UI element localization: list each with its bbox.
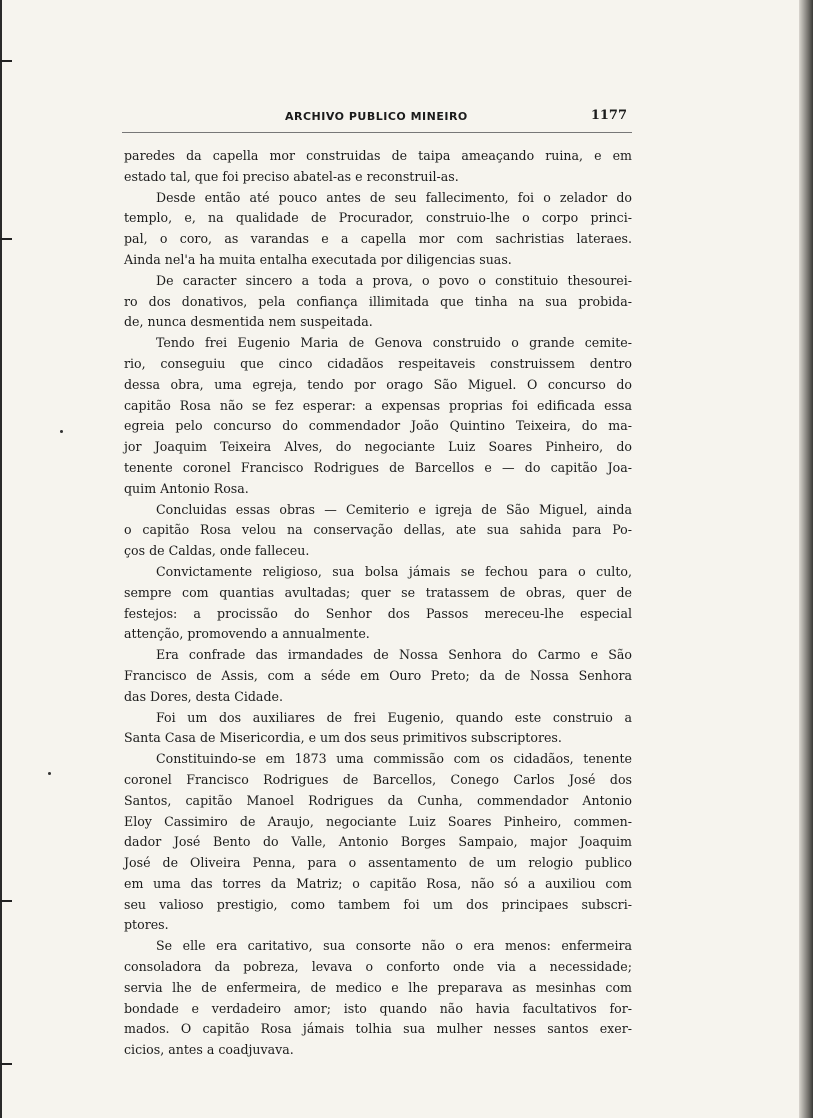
text-line: Santos, capitão Manoel Rodrigues da Cunha, commendador Antonio: [124, 792, 632, 808]
text-line: tenente coronel Francisco Rodrigues de Barcellos e — do capitão Joa-: [124, 459, 632, 475]
text-line: Ainda nel'a ha muita entalha executada por diligencias suas.: [124, 251, 512, 267]
text-line: Era confrade das irmandades de Nossa Senhora do Carmo e São: [156, 647, 632, 663]
text-line: egreia pelo concurso do commendador João Quintino Teixeira, do ma-: [124, 418, 632, 434]
text-line: Concluidas essas obras — Cemiterio e igreja de São Miguel, ainda: [156, 501, 632, 517]
text-line: coronel Francisco Rodrigues de Barcellos, Conego Carlos José dos: [124, 771, 632, 787]
text-line: cicios, antes a coadjuvava.: [124, 1042, 294, 1058]
text-line: quim Antonio Rosa.: [124, 480, 249, 496]
paragraph: [124, 333, 632, 499]
text-line: attenção, promovendo a annualmente.: [124, 626, 370, 642]
text-line: Santa Casa de Misericordia, e um dos seus primitivos subscriptores.: [124, 730, 562, 746]
text-line: Convictamente religioso, sua bolsa jámais se fechou para o culto,: [156, 563, 632, 579]
text-line: jor Joaquim Teixeira Alves, do negociante Luiz Soares Pinheiro, do: [124, 439, 632, 455]
text-line: mados. O capitão Rosa jámais tolhia sua mulher nesses santos exer-: [124, 1021, 632, 1037]
margin-tick-mark: [0, 238, 12, 240]
text-line: servia lhe de enfermeira, de medico e lhe preparava as mesinhas com: [124, 979, 632, 995]
left-margin-edge: [0, 0, 2, 1118]
paragraph: [124, 749, 632, 936]
text-line: ro dos donativos, pela confiança illimitada que tinha na sua probida-: [124, 293, 632, 309]
text-line: sempre com quantias avultadas; quer se tratassem de obras, quer de: [124, 584, 632, 600]
running-header: [120, 108, 635, 128]
text-line: dessa obra, uma egreja, tendo por orago São Miguel. O concurso do: [124, 376, 632, 392]
paragraph: [124, 146, 632, 188]
text-line: templo, e, na qualidade de Procurador, construio-lhe o corpo princi-: [124, 210, 632, 226]
ink-speck: [60, 430, 63, 433]
body-text: [124, 146, 632, 1061]
text-line: bondade e verdadeiro amor; isto quando não havia facultativos for-: [124, 1000, 632, 1016]
text-line: Se elle era caritativo, sua consorte não o era menos: enfermeira: [156, 938, 632, 954]
text-line: paredes da capella mor construidas de taipa ameaçando ruina, e em: [124, 148, 632, 163]
text-line: dador José Bento do Valle, Antonio Borges Sampaio, major Joaquim: [124, 834, 632, 850]
margin-tick-mark: [0, 900, 12, 902]
paragraph: [124, 936, 632, 1061]
text-line: consoladora da pobreza, levava o conforto onde via a necessidade;: [124, 959, 632, 975]
paragraph: [124, 708, 632, 750]
text-line: rio, conseguiu que cinco cidadãos respeitaveis construissem dentro: [124, 355, 632, 371]
header-title: ARCHIVO PUBLICO MINEIRO: [285, 110, 468, 123]
text-line: De caracter sincero a toda a prova, o povo o constituio thesourei-: [156, 272, 632, 288]
text-line: pal, o coro, as varandas e a capella mor com sachristias lateraes.: [124, 231, 632, 247]
right-binding-shadow: [799, 0, 813, 1118]
text-line: Foi um dos auxiliares de frei Eugenio, quando este construio a: [156, 709, 632, 725]
text-line: ços de Caldas, onde falleceu.: [124, 543, 310, 559]
text-line: seu valioso prestigio, como tambem foi um dos principaes subscri-: [124, 896, 632, 912]
header-rule: [122, 132, 632, 133]
paragraph: [124, 562, 632, 645]
paragraph: [124, 645, 632, 707]
text-line: Constituindo-se em 1873 uma commissão com os cidadãos, tenente: [156, 751, 632, 767]
text-line: capitão Rosa não se fez esperar: a expensas proprias foi edificada essa: [124, 397, 632, 413]
paragraph: [124, 500, 632, 562]
margin-tick-mark: [0, 1063, 12, 1065]
paragraph: [124, 188, 632, 271]
text-line: o capitão Rosa velou na conservação dellas, ate sua sahida para Po-: [124, 522, 632, 538]
text-line: de, nunca desmentida nem suspeitada.: [124, 314, 373, 330]
text-line: Eloy Cassimiro de Araujo, negociante Luiz Soares Pinheiro, commen-: [124, 813, 632, 829]
text-line: Tendo frei Eugenio Maria de Genova construido o grande cemite-: [156, 335, 632, 351]
text-line: ptores.: [124, 917, 169, 933]
text-line: das Dores, desta Cidade.: [124, 688, 283, 704]
text-line: José de Oliveira Penna, para o assentamento de um relogio publico: [124, 855, 632, 871]
page-number: 1177: [590, 108, 627, 123]
text-line: Desde então até pouco antes de seu fallecimento, foi o zelador do: [156, 189, 632, 205]
text-line: Francisco de Assis, com a séde em Ouro Preto; da de Nossa Senhora: [124, 667, 632, 683]
ink-speck: [48, 772, 51, 775]
paragraph: [124, 271, 632, 333]
text-line: festejos: a procissão do Senhor dos Passos mereceu-lhe especial: [124, 605, 632, 621]
margin-tick-mark: [0, 60, 12, 62]
text-line: em uma das torres da Matriz; o capitão Rosa, não só a auxiliou com: [124, 875, 632, 891]
text-line: estado tal, que foi preciso abatel-as e reconstruil-as.: [124, 168, 459, 184]
